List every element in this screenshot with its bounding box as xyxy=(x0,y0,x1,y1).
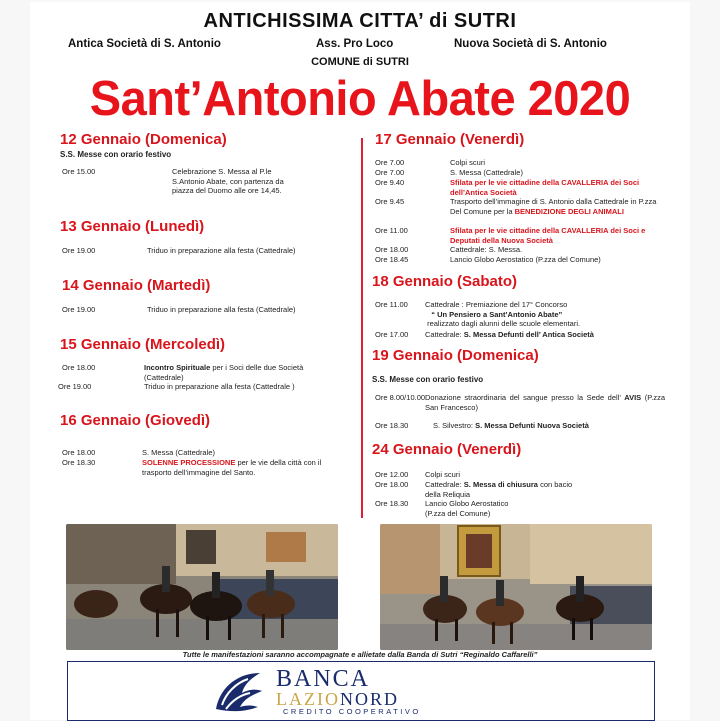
row-time: Ore 11.00 xyxy=(375,300,408,309)
row-desc: Celebrazione S. Messa al P.le S.Antonio Abate, con partenza da piazza del Duomo alle ore 14,45. xyxy=(172,167,284,195)
schedule-row xyxy=(375,421,670,431)
row-time: Ore 7.00 xyxy=(375,168,405,177)
row-time: Ore 9.45 xyxy=(375,197,405,206)
row-desc: Colpi scuri xyxy=(425,470,461,479)
schedule-row xyxy=(375,197,665,225)
row-time: Ore 8.00/10.00 xyxy=(375,393,426,402)
row-desc-2: con bacio della Reliquia xyxy=(425,480,573,499)
row-time: Ore 17.00 xyxy=(375,330,409,339)
day-13-title: 13 Gennaio (Lunedì) xyxy=(60,218,205,235)
procession-photo-illustration xyxy=(380,524,652,650)
row-desc-bold: S. Messa di chiusura xyxy=(463,480,538,489)
row-time: Ore 18.00 xyxy=(62,448,96,457)
row-time: Ore 19.00 xyxy=(58,382,92,391)
schedule-row xyxy=(62,458,352,488)
row-desc-bold: “ Un Pensiero a Sant’Antonio Abate” xyxy=(431,309,563,319)
row-desc: per le vie della città con il trasporto dell’immagine del Santo. xyxy=(142,458,322,477)
day-14-title: 14 Gennaio (Martedì) xyxy=(62,277,211,294)
row-desc-2: (P.zza San Francesco) xyxy=(425,393,665,412)
row-desc: Cattedrale: xyxy=(425,330,464,339)
schedule-row xyxy=(375,499,665,519)
schedule-row xyxy=(62,246,312,266)
schedule-row xyxy=(62,167,282,207)
row-time: Ore 19.00 xyxy=(62,246,96,255)
comune-header: COMUNE di SUTRI xyxy=(311,56,409,68)
row-desc: Trasporto dell’immagine di S. Antonio dalla Cattedrale in P.zza Del Comune per la xyxy=(450,197,657,216)
row-desc: Triduo in preparazione alla festa (Cattedrale) xyxy=(147,246,296,255)
row-time: Ore 11.00 xyxy=(375,226,408,235)
schedule-row xyxy=(375,330,670,340)
row-desc: S. Messa (Cattedrale) xyxy=(142,448,215,457)
day-16-title: 16 Gennaio (Giovedì) xyxy=(60,412,211,429)
row-time: Ore 7.00 xyxy=(375,158,405,167)
city-header: ANTICHISSIMA CITTA’ di SUTRI xyxy=(203,10,517,32)
schedule-row xyxy=(375,178,665,198)
bank-name: BANCA xyxy=(276,666,371,692)
row-desc: Cattedrale : Premiazione del 17° Concorso xyxy=(425,300,568,309)
row-time: Ore 15.00 xyxy=(62,167,96,176)
schedule-row xyxy=(375,393,670,413)
day-12-title: 12 Gennaio (Domenica) xyxy=(60,131,227,148)
row-time: Ore 18.00 xyxy=(375,480,409,489)
row-desc: Colpi scuri xyxy=(450,158,486,167)
schedule-row xyxy=(62,305,312,325)
lion-icon xyxy=(210,665,266,717)
row-time: Ore 18.45 xyxy=(375,255,409,264)
row-desc-2: realizzato dagli alunni delle scuole elementari. xyxy=(427,319,581,328)
schedule-row xyxy=(375,480,665,500)
row-time: Ore 19.00 xyxy=(62,305,96,314)
schedule-row xyxy=(375,168,665,178)
row-desc-red: SOLENNE PROCESSIONE xyxy=(142,458,236,467)
row-time: Ore 12.00 xyxy=(375,470,409,479)
bank-tagline: CREDITO COOPERATIVO xyxy=(283,707,421,716)
schedule-row xyxy=(375,158,665,168)
bank-region-lazio: LAZIO xyxy=(276,689,340,709)
schedule-row xyxy=(375,245,665,255)
row-time: Ore 18.00 xyxy=(62,363,96,372)
row-time: Ore 18.00 xyxy=(375,245,409,254)
column-divider xyxy=(361,138,363,518)
cavalry-photo-illustration xyxy=(66,524,338,650)
day-12-note: S.S. Messe con orario festivo xyxy=(60,150,172,159)
row-desc-bold: Incontro Spirituale xyxy=(144,363,211,372)
row-desc: per i Soci delle due Società (Cattedrale) xyxy=(144,363,304,382)
row-time: Ore 18.30 xyxy=(62,458,96,467)
row-desc: Cattedrale: xyxy=(425,480,464,489)
row-desc: Lancio Globo Aerostatico (P.zza del Comune) xyxy=(425,499,509,518)
band-note: Tutte le manifestazioni saranno accompagnate e allietate dalla Banda di Sutri “Reginaldo Caffarelli” xyxy=(182,650,538,659)
day-24-title: 24 Gennaio (Venerdì) xyxy=(372,441,522,458)
association-nuova: Nuova Società di S. Antonio xyxy=(454,38,607,50)
bank-region-nord: NORD xyxy=(339,689,399,709)
schedule-row xyxy=(375,226,665,246)
day-17-title: 17 Gennaio (Venerdì) xyxy=(375,131,525,148)
row-desc: Sfilata per le vie cittadine della CAVALLERIA dei Soci e Deputati della Nuova Società xyxy=(450,226,646,245)
photo-cavalry-right xyxy=(380,524,652,650)
row-time: Ore 18.30 xyxy=(375,499,409,508)
day-19-title: 19 Gennaio (Domenica) xyxy=(372,347,539,364)
row-desc: S. Messa (Cattedrale) xyxy=(450,168,523,177)
row-desc: Sfilata per le vie cittadine della CAVALLERIA dei Soci dell’Antica Società xyxy=(450,178,640,197)
row-desc: S. Silvestro: xyxy=(433,421,476,430)
schedule-row xyxy=(58,382,343,402)
day-19-note: S.S. Messe con orario festivo xyxy=(372,375,484,384)
row-desc: Cattedrale: S. Messa. xyxy=(450,245,523,254)
schedule-row xyxy=(62,363,342,383)
row-desc: Triduo in preparazione alla festa (Cattedrale) xyxy=(147,305,296,314)
row-desc: Donazione straordinaria del sangue presso la Sede dell’ xyxy=(425,393,625,402)
row-desc-bold: S. Messa Defunti Nuova Società xyxy=(475,421,589,430)
row-desc: Lancio Globo Aerostatico (P.zza del Comune) xyxy=(450,255,601,264)
row-desc-bold: AVIS xyxy=(624,393,642,402)
row-desc: Triduo in preparazione alla festa (Cattedrale ) xyxy=(144,382,295,391)
page-title: Sant’Antonio Abate 2020 xyxy=(89,69,631,126)
row-time: Ore 9.40 xyxy=(375,178,405,187)
day-18-title: 18 Gennaio (Sabato) xyxy=(372,273,518,290)
row-desc-bold: S. Messa Defunti dell’ Antica Società xyxy=(463,330,594,339)
photo-cavalry-left xyxy=(66,524,338,650)
schedule-row xyxy=(375,300,670,330)
schedule-row xyxy=(375,470,665,480)
association-pro-loco: Ass. Pro Loco xyxy=(316,38,394,50)
row-desc-red: BENEDIZIONE DEGLI ANIMALI xyxy=(514,206,624,216)
row-time: Ore 18.30 xyxy=(375,421,409,430)
association-antica: Antica Società di S. Antonio xyxy=(68,38,221,50)
day-15-title: 15 Gennaio (Mercoledì) xyxy=(60,336,226,353)
bank-sponsor-logo xyxy=(67,661,655,721)
schedule-row xyxy=(375,255,665,265)
